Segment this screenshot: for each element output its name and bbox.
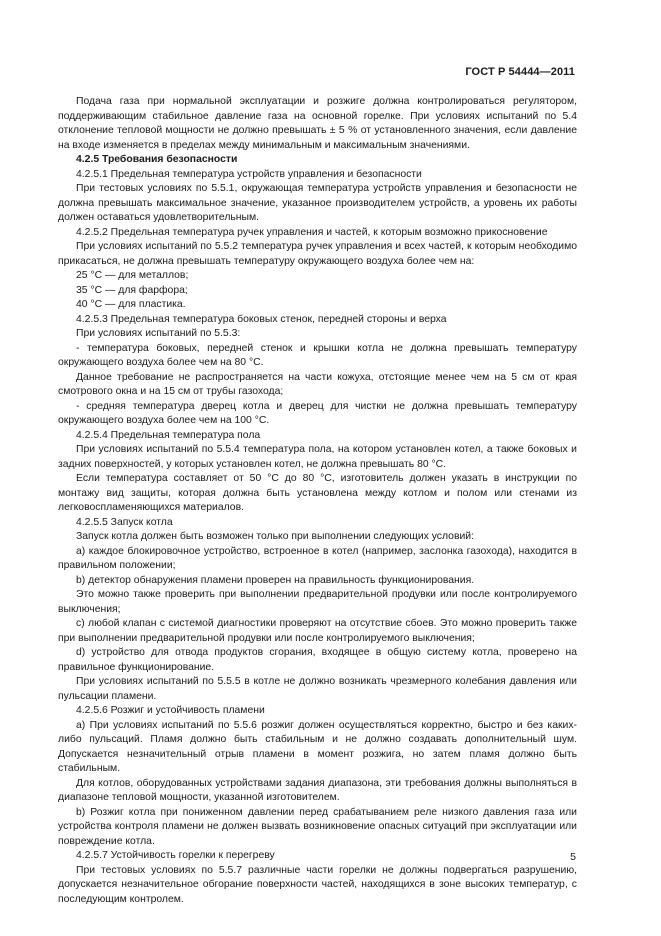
paragraph: При условиях испытаний по 5.5.5 в котле не должно возникать чрезмерного колебания давления или пульсации пламени. [58, 676, 577, 702]
paragraph: c) любой клапан с системой диагностики проверяют на отсутствие сбоев. Это можно проверить также при выполнении предварительной продувки или после контролируемого выключения; [58, 618, 577, 644]
paragraph: 40 °С — для пластика. [76, 299, 186, 310]
paragraph: Данное требование не распространяется на части кожуха, отстоящие менее чем на 5 см от края смотрового окна и на 15 см от трубы газохода; [58, 371, 577, 397]
paragraph: Подача газа при нормальной эксплуатации и розжиге должна контролироваться регулятором, поддерживающим стабильное давление газа на основной горелке. При условиях испытаний по 5.4 отклонение тепловой мощности не должно превышать ± 5 % от установленного значения, если давление на входе изменяется в пределах между минимальным и максимальным значениями. [58, 96, 577, 151]
paragraph: 35 °С — для фарфора; [76, 284, 188, 296]
paragraph: При условиях испытаний по 5.5.4 температура пола, на котором установлен котел, а также боковых и задних поверхностей, у которых установлен котел, не должна превышать 80 °С. [58, 444, 577, 470]
paragraph: Для котлов, оборудованных устройствами задания диапазона, эти требования должны выполняться в диапазоне тепловой мощности, указанной изготовителем. [58, 777, 577, 803]
paragraph: При условиях испытаний по 5.5.3: [76, 328, 241, 339]
paragraph: Если температура составляет от 50 °С до 80 °С, изготовитель должен указать в инструкции по монтажу вид защиты, которая должна быть установлена между котлом и полом или стенами из легковоспламеняющихся материалов. [58, 473, 577, 513]
paragraph: 4.2.5.2 Предельная температура ручек управления и частей, к которым возможно прикосновение [76, 226, 548, 238]
paragraph: 4.2.5.6 Розжиг и устойчивость пламени [76, 705, 265, 716]
paragraph: При тестовых условиях по 5.5.1, окружающая температура устройств управления и безопасности не должна превышать максимальное значение, указанное производителем устройств, а уровень их работы должен оставаться удовлетворительным. [58, 183, 577, 223]
paragraph: 4.2.5.1 Предельная температура устройств управления и безопасности [76, 168, 422, 180]
paragraph: - средняя температура дверец котла и дверец для чистки не должна превышать температуру окружающего воздуха более чем на 100 °С. [58, 400, 577, 426]
paragraph: - температура боковых, передней стенок и крышки котла не должна превышать температуру окружающего воздуха более чем на 80 °С. [58, 342, 577, 368]
paragraph: 4.2.5.4 Предельная температура пола [76, 429, 261, 441]
page-number: 5 [570, 851, 576, 863]
paragraph: 4.2.5.3 Предельная температура боковых стенок, передней стороны и верха [76, 313, 447, 325]
document-body [58, 95, 577, 907]
paragraph: При условиях испытаний по 5.5.2 температура ручек управления и всех частей, к которым необходимо прикасаться, не должна превышать температуру окружающего воздуха более чем на: [58, 241, 577, 267]
paragraph: 25 °С — для металлов; [76, 270, 189, 281]
paragraph: 4.2.5.5 Запуск котла [76, 516, 173, 528]
paragraph: b) детектор обнаружения пламени проверен на правильность функционирования. [76, 574, 475, 586]
paragraph: b) Розжиг котла при пониженном давлении перед срабатыванием реле низкого давления газа или устройства контроля пламени не должен вызвать возникновение опасных ситуаций при эксплуатации или повреждение котла. [58, 806, 577, 847]
paragraph: a) При условиях испытаний по 5.5.6 розжиг должен осуществляться корректно, быстро и без каких-либо пульсаций. Пламя должно быть стабильным и не должно создавать дополнительный шум. Допускается незначительный отрыв пламени в момент розжига, но затем пламя должно быть стабильным. [58, 719, 577, 774]
paragraph: d) устройство для отвода продуктов сгорания, входящее в общую систему котла, проверено на правильное функционирование. [58, 647, 577, 673]
paragraph: 4.2.5.7 Устойчивость горелки к перегреву [76, 850, 275, 861]
paragraph: Это можно также проверить при выполнении предварительной продувки или после контролируемого выключения; [58, 589, 577, 615]
paragraph: Запуск котла должен быть возможен только при выполнении следующих условий: [76, 531, 474, 542]
paragraph: При тестовых условиях по 5.5.7 различные части горелки не должны подвергаться разрушению, допускается незначительное обгорание поверхности частей, находящихся в зоне высоких температур, с последующим контролем. [58, 864, 577, 905]
document-id: ГОСТ Р 54444—2011 [465, 66, 575, 78]
section-heading: 4.2.5 Требования безопасности [76, 154, 238, 165]
paragraph: a) каждое блокировочное устройство, встроенное в котел (например, заслонка газохода), находится в правильном положении; [58, 545, 577, 571]
